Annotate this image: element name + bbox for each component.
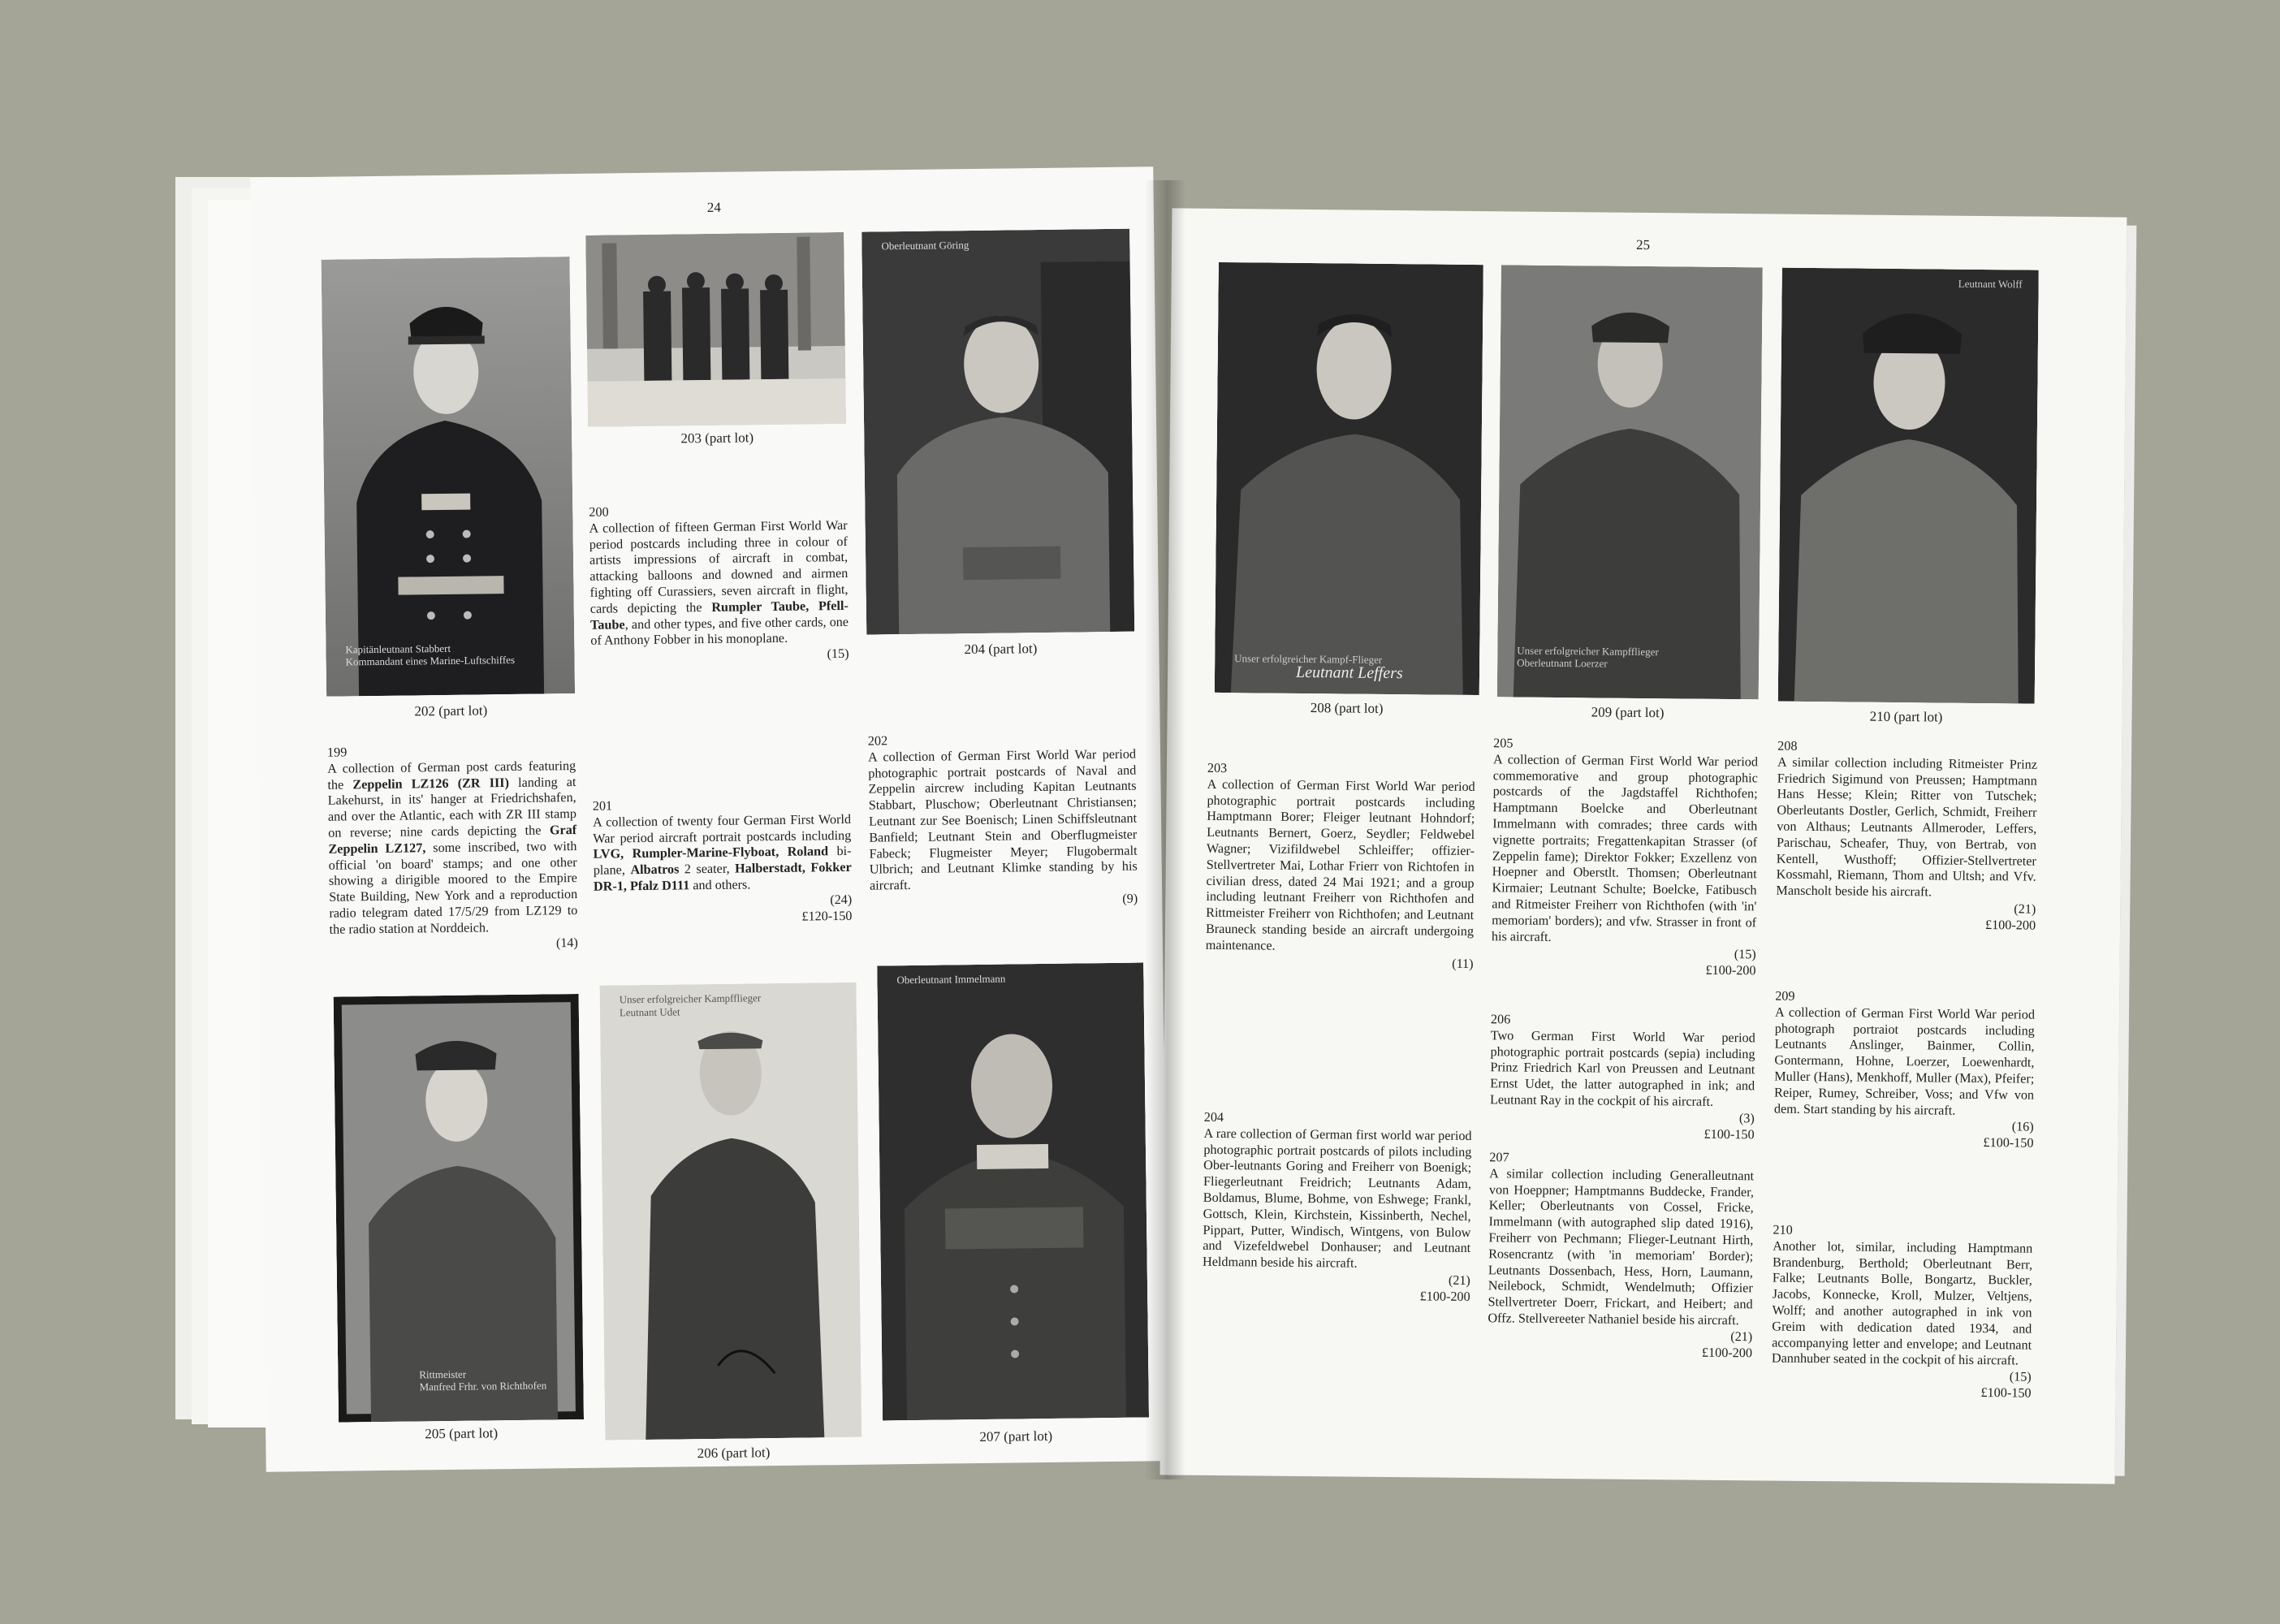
- photo-portrait-208: [1215, 262, 1483, 695]
- caption-205: 205 (part lot): [425, 1425, 499, 1442]
- right-page: [1160, 208, 2127, 1484]
- inscription-202-sub: Kommandant eines Marine-Luftschiffes: [345, 654, 516, 668]
- lot-count-202: (9): [1122, 891, 1138, 906]
- left-page-number: 24: [706, 199, 721, 215]
- photo-portrait-202: [322, 257, 576, 697]
- lot-number-203: 203: [1207, 760, 1228, 776]
- inscription-205: Rittmeister: [419, 1367, 467, 1381]
- inscription-206: Unser erfolgreicher Kampfflieger: [619, 991, 762, 1006]
- lot-estimate-204: £100-200: [1419, 1289, 1470, 1304]
- photo-portrait-210: [1778, 268, 2039, 704]
- lot-205: 205 A collection of German First World War period commemorative and group photographic postcards of the Jagdstaffel Richthofen; Hamptmann Boelcke and Oberleutnant Immelmann with comrades; three cards with vignette portraits; Fregattenkapitan Strasser (of Zeppelin fame); Direktor Fokker; Exzellenz von Hoepner and Oberstlt. Thomsen; Oberleutnant Kirmaier; Leutnant Schulte; Boelcke, Fatibusch and Ritmeister Freiherr von Richthofen (with 'in' memoriam' borders); and vfw. Strasser in front of his aircraft. (15) £100-200: [1491, 736, 1759, 978]
- signature-208: Leutnant Leffers: [1295, 663, 1403, 683]
- lot-count-208: (21): [2014, 901, 2036, 917]
- right-page-edge: [2115, 226, 2137, 1476]
- lot-number-200: 200: [589, 504, 609, 520]
- lot-count-201: (24): [830, 892, 853, 907]
- lot-209: 209 A collection of German First World War period photograph portraiot postcards including Leutnants Anslinger, Bainmer, Collin, Gontermann, Hohne, Loerzer, Loewenhardt, Muller (Hans), Menkhoff, Muller (Max), Pfeifer; Reiper, Rumey, Schreiber, Voss; and Vfw von dem. Start standing by his aircraft. (16) £100-150: [1773, 988, 2036, 1151]
- lot-count-210: (15): [2009, 1369, 2032, 1384]
- lot-estimate-207: £100-200: [1701, 1345, 1753, 1360]
- lot-estimate-209: £100-150: [1983, 1135, 2034, 1151]
- photo-lot-205: [334, 994, 584, 1423]
- inscription-210: Leutnant Wolff: [1958, 277, 2023, 291]
- lot-estimate-210: £100-150: [1980, 1384, 2032, 1401]
- lot-estimate-206: £100-150: [1704, 1126, 1755, 1142]
- lot-210: 210 Another lot, similar, including Hamptmann Brandenburg, Berthold; Oberleutnant Berr, Falke; Leutnants Bolle, Bongartz, Buckler, Jacobs, Konnecke, Kroll, Mulzer, Veltjens, Wolff; and another autographed in ink von Greim with dedication dated 1934, and accompanying letter and envelope; and Leutnant Dannhuber seated in the cockpit of his aircraft. (15) £100-150: [1771, 1222, 2033, 1401]
- lot-estimate-208: £100-200: [1984, 917, 2036, 933]
- photo-lot-203: [585, 232, 846, 427]
- lot-207: 207 A similar collection including Generalleutnant von Hoeppner; Hamptmanns Buddecke, Frander, Keller; Oberleutnants von Cossel, Fricke, Immelmann (with autographed slip dated 1916), Freiherr von Pechmann; Flieger-Leutnant Hirth, Rosencrantz (with 'in memoriam' Border); Leutnants Dossenbach, Hess, Horn, Laumann, Neilebock, Schmidt, Wendelmuth; Offizier Stellvertreter Doerr, Frickart, and Heibert; and Offz. Stellvereeter Nathaniel beside his aircraft. (21) £100-200: [1488, 1150, 1755, 1360]
- photo-lot-202: [322, 257, 576, 697]
- caption-204: 204 (part lot): [964, 641, 1038, 658]
- photo-lot-206: [599, 983, 861, 1440]
- lot-number-202: 202: [867, 733, 888, 749]
- inscription-205-sub: Manfred Frhr. von Richthofen: [419, 1379, 547, 1393]
- lot-202: 202 A collection of German First World War period photographic portrait postcards of Naval and Zeppelin aircrew including Kapitan Leutnants Stabbart, Pluschow; Oberleutnant Christiansen; Leutnant zur See Boenisch; Linen Schiffsleutnant Banfield; Leutnant Stein and Oberflugmeister Fabeck; Flugmeister Meyer; Flugobermalt Ulbrich; and Leutnant Klimke standing by his aircraft. (9): [868, 731, 1138, 911]
- inscription-209: Unser erfolgreicher Kampfflieger: [1517, 644, 1659, 658]
- lot-206: 206 Two German First World War period photographic portrait postcards (sepia) including Prinz Friedrich Karl von Preussen and Leutnant Ernst Udet, the latter autographed in ink; and Leutnant Ray in the cockpit of his aircraft. (3) £100-150: [1489, 1012, 1755, 1142]
- photo-lot-210: [1778, 268, 2039, 704]
- photo-portrait-205: [334, 994, 584, 1423]
- photo-portrait-209: [1497, 265, 1763, 699]
- lot-number-205: 205: [1493, 736, 1514, 751]
- photo-lot-207: [877, 962, 1149, 1420]
- lot-number-208: 208: [1777, 738, 1798, 754]
- lot-count-200: (15): [827, 646, 849, 662]
- photo-portrait-204: [861, 229, 1134, 635]
- lot-estimate-201: £120-150: [801, 908, 853, 924]
- lot-204: 204 A rare collection of German first world war period photographic portrait postcards of pilots including Ober-leutnants Goring and Freiherr von Boenigk; Fliegerleutnant Freidrich; Leutnants Adam, Boldamus, Blume, Bohme, von Eshwege; Frankl, Gottsch, Klein, Kirchstein, Kissinberth, Nechel, Pippart, Putter, Windisch, Wintgens, von Bulow and Vizefeldwebel Donhauser; and Leutnant Heldmann beside his aircraft. (21) £100-200: [1202, 1109, 1472, 1304]
- lot-199: 199 A collection of German post cards featuring the Zeppelin LZ126 (ZR III) landing at Lakehurst, in its' hanger at Friedrichshafen, and over the Atlantic, each with ZR III stamp on reverse; nine cards depicting the Graf Zeppelin LZ127, some inscribed, two with official 'on board' stamps; and one other showing a dirigible moored to the Empire State Building, New York and a reproduction radio telegram dated 17/5/29 from LZ129 to the radio station at Norddeich. (14): [327, 742, 578, 954]
- photo-lot-209: [1497, 265, 1763, 699]
- lot-count-203: (11): [1452, 956, 1474, 971]
- lot-count-206: (3): [1738, 1110, 1755, 1126]
- book-gutter-shadow: [1145, 180, 1185, 1479]
- lot-number-207: 207: [1489, 1150, 1509, 1165]
- lot-count-204: (21): [1448, 1272, 1470, 1288]
- inscription-206-sub: Leutnant Udet: [619, 1005, 680, 1019]
- inscription-209-sub: Oberleutnant Loerzer: [1517, 656, 1608, 670]
- inscription-204: Oberleutnant Göring: [881, 239, 969, 253]
- lot-208: 208 A similar collection including Ritmeister Prinz Friedrich Sigimund von Preussen; Hamptmann Hans Hesse; Klein; Ritter von Tutschek; Oberleutants Dostler, Gerlich, Schmidt, Freiherr von Althaus; Leutnants Allmeroder, Leffers, Parischau, Scheafer, Thuy, von Bertrab, von Kentell, Wusthoff; Offizier-Stellvertreter Kossmahl, Riemann, Thom and Ultsh; and Vfv. Manscholt beside his aircraft. (21) £100-200: [1776, 738, 2038, 933]
- photo-lot-204: [861, 229, 1134, 635]
- caption-210: 210 (part lot): [1869, 708, 1943, 725]
- caption-209: 209 (part lot): [1591, 704, 1665, 721]
- photo-portrait-207: [877, 962, 1149, 1420]
- inscription-208: Unser erfolgreicher Kampf-Flieger: [1234, 652, 1383, 667]
- photo-group-203: [585, 232, 846, 427]
- lot-count-209: (16): [2011, 1119, 2034, 1135]
- lot-count-207: (21): [1730, 1328, 1753, 1345]
- caption-207: 207 (part lot): [979, 1427, 1053, 1445]
- caption-206: 206 (part lot): [697, 1445, 771, 1462]
- lot-number-210: 210: [1773, 1222, 1793, 1237]
- lot-number-209: 209: [1775, 988, 1795, 1004]
- lot-number-199: 199: [326, 745, 348, 760]
- lot-201: 201 A collection of twenty four German First World War period aircraft portrait postcards including LVG, Rumpler-Marine-Flyboat, Roland bi-plane, Albatros 2 seater, Halberstadt, Fokker DR-1, Pfalz D111 and others. (24) £120-150: [593, 796, 853, 927]
- lot-count-199: (14): [555, 935, 578, 950]
- inscription-202: Kapitänleutnant Stabbert: [345, 641, 451, 656]
- lot-number-204: 204: [1203, 1109, 1224, 1125]
- caption-203: 203 (part lot): [680, 430, 754, 447]
- caption-202: 202 (part lot): [414, 702, 488, 719]
- photo-lot-208: [1215, 262, 1483, 695]
- lot-estimate-205: £100-200: [1705, 962, 1756, 978]
- inscription-207: Oberleutnant Immelmann: [896, 972, 1006, 987]
- lot-number-206: 206: [1490, 1012, 1511, 1027]
- caption-208: 208 (part lot): [1310, 700, 1384, 716]
- right-page-number: 25: [1636, 236, 1651, 253]
- lot-203: 203 A collection of German First World War period photographic portrait postcards including Hamptmann Borer; Fleiger leutnant Hohndorf; Leutnants Bernert, Goerz, Seydler; Feldwebel Wagner; Vizifildwebel Schleiffer; offizier-Stellvertreter Mai, Lothar Frierr von Richtofen in civilian dress, dated 24 Mai 1921; and a group including leutnant Freiherr von Richthofen and Rittmeister Freiherr von Richthofen; and Leutnant Brauneck standing beside an aircraft undergoing maintenance. (11): [1205, 760, 1475, 971]
- lot-count-205: (15): [1734, 947, 1756, 962]
- lot-number-201: 201: [592, 798, 613, 814]
- photo-portrait-206: [599, 983, 861, 1440]
- lot-200: 200 A collection of fifteen German First World War period postcards including three in colour of artists impressions of aircraft in combat, attacking balloons and downed and airmen fighting off Curassiers, seven aircraft in flight, cards depicting the Rumpler Taube, Pfell-Taube, and other types, and five other cards, one of Anthony Fobber in his monoplane. (15): [589, 502, 849, 666]
- left-page: [250, 166, 1168, 1471]
